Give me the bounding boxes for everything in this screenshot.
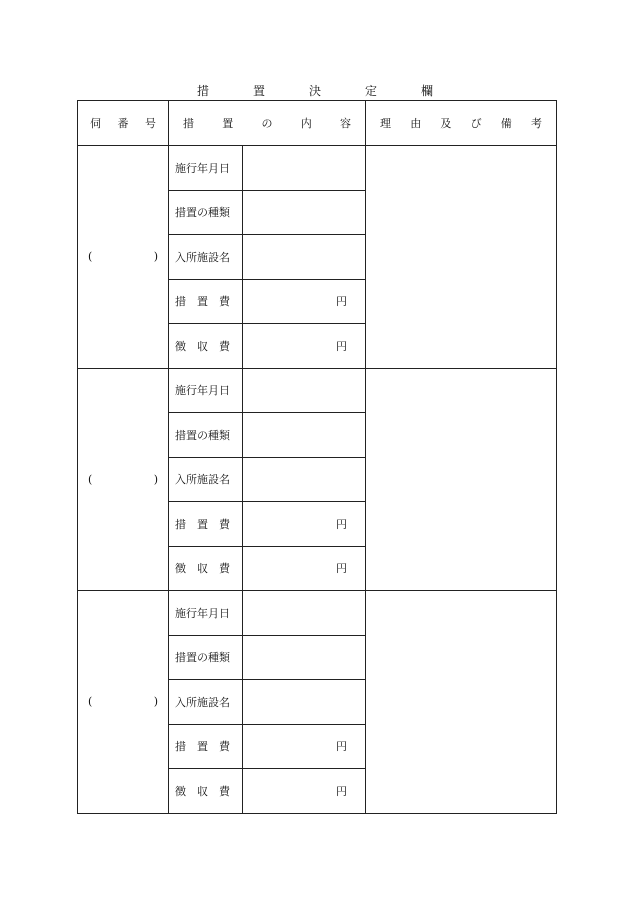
paren-close: ) [153,472,158,486]
header-char: 番 [117,117,129,130]
row-value[interactable] [243,368,366,413]
row-value[interactable] [243,635,366,680]
form-title [0,82,630,99]
remarks-cell[interactable] [366,368,557,591]
inquiry-number-cell[interactable] [78,591,169,814]
row-value[interactable]: 円 [243,724,366,769]
header-char: 理 [380,117,391,130]
header-char: 備 [500,117,512,130]
decision-table [77,100,557,814]
row-value[interactable] [243,146,366,191]
title-char: 措 [196,84,209,98]
inquiry-number-cell[interactable] [78,368,169,591]
row-value[interactable] [243,680,366,725]
header-char: の [261,117,273,130]
header-char: 由 [410,117,422,130]
paren-open: ( [88,695,93,709]
row-label: 徴 収 費 [169,324,243,369]
header-char: 措 [183,117,194,130]
header-char: 考 [530,117,542,130]
row-label: 入所施設名 [169,457,243,502]
paren-close: ) [153,250,158,264]
header-char: 内 [300,117,312,130]
title-char: 欄 [421,84,434,98]
row-value[interactable] [243,457,366,502]
title-char: 定 [365,84,378,98]
row-label: 入所施設名 [169,235,243,280]
row-label: 入所施設名 [169,680,243,725]
header-inquiry-number [78,101,169,146]
row-value[interactable] [243,190,366,235]
inquiry-number-cell[interactable] [78,146,169,369]
row-label: 施行年月日 [169,368,243,413]
header-char: 伺 [90,117,101,130]
row-label: 措 置 費 [169,279,243,324]
row-label: 措 置 費 [169,502,243,547]
paren-open: ( [88,472,93,486]
header-char: 容 [340,117,351,130]
header-char: 号 [145,117,156,130]
header-reason-remarks [366,101,557,146]
header-measure-content [169,101,366,146]
row-label: 徴 収 費 [169,769,243,814]
row-label: 徴 収 費 [169,546,243,591]
row-label: 施行年月日 [169,146,243,191]
row-label: 措置の種類 [169,413,243,458]
title-char: 決 [308,84,321,98]
header-row [78,101,557,146]
row-value[interactable]: 円 [243,769,366,814]
row-value[interactable]: 円 [243,279,366,324]
header-char: 置 [222,117,234,130]
row-value[interactable] [243,235,366,280]
table-row [78,368,557,413]
header-char: 及 [440,117,452,130]
remarks-cell[interactable] [366,591,557,814]
row-label: 措 置 費 [169,724,243,769]
remarks-cell[interactable] [366,146,557,369]
row-label: 措置の種類 [169,190,243,235]
row-value[interactable] [243,413,366,458]
header-char: び [470,117,482,130]
title-char: 置 [252,84,265,98]
row-label: 施行年月日 [169,591,243,636]
table-row [78,146,557,191]
paren-open: ( [88,250,93,264]
row-value[interactable]: 円 [243,324,366,369]
row-value[interactable]: 円 [243,502,366,547]
row-value[interactable]: 円 [243,546,366,591]
row-value[interactable] [243,591,366,636]
table-row [78,591,557,636]
paren-close: ) [153,695,158,709]
row-label: 措置の種類 [169,635,243,680]
